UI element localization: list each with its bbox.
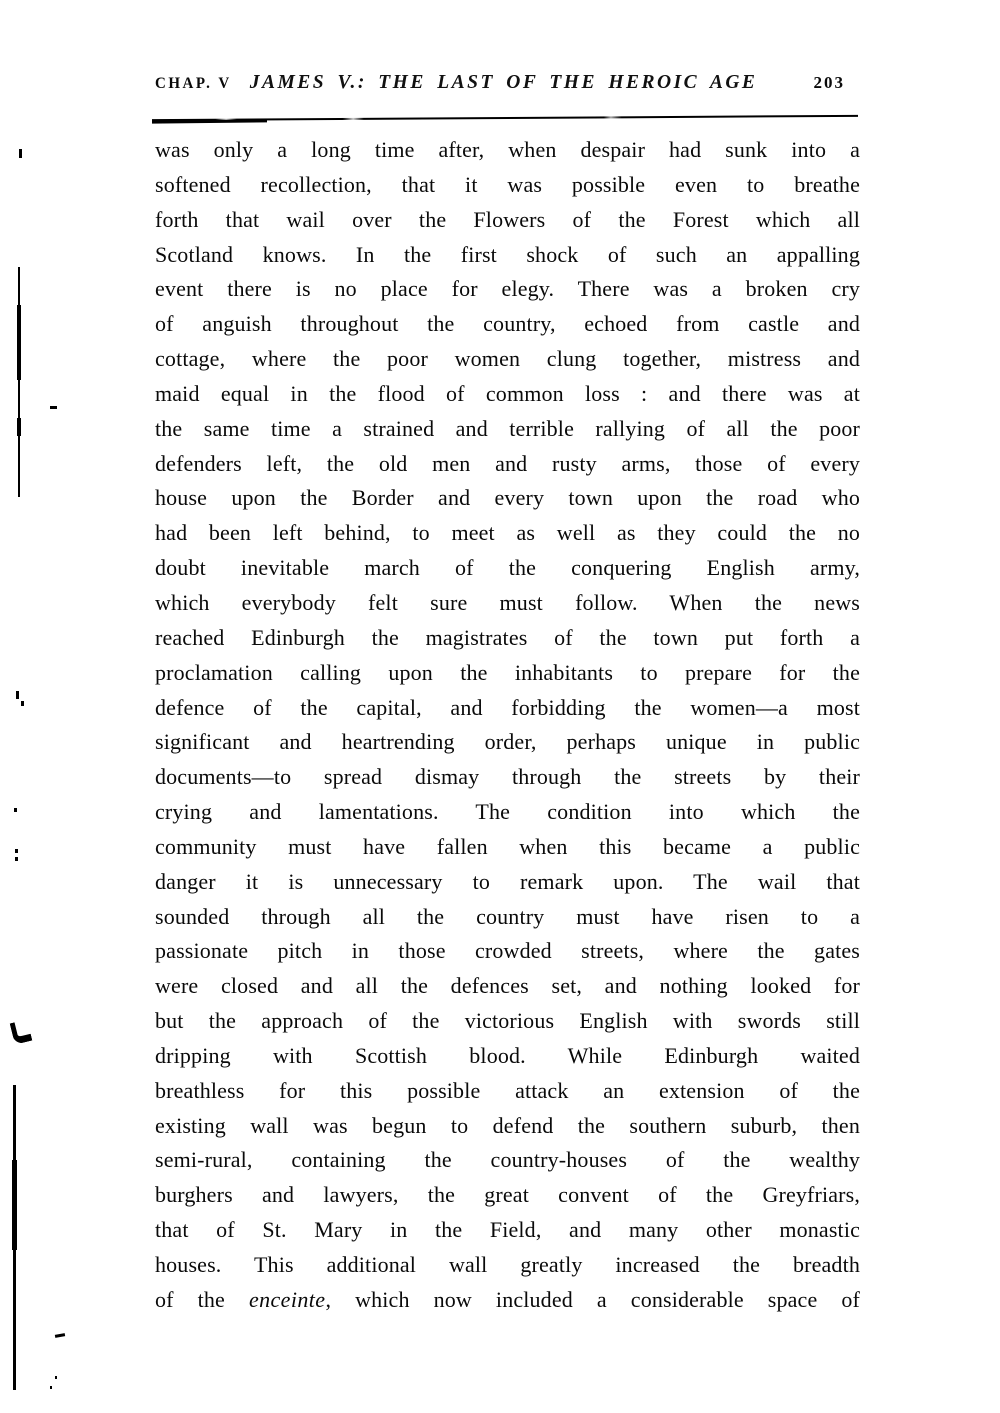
scan-artifact-tick-mid1 — [16, 691, 19, 699]
text-line: the same time a strained and terrible rallying of all the poor — [155, 415, 860, 441]
scan-artifact-curl — [55, 1333, 65, 1338]
text-line: burghers and lawyers, the great convent of the Greyfriars, — [155, 1182, 860, 1208]
running-title: JAMES V.: THE LAST OF THE HEROIC AGE — [249, 72, 758, 93]
scan-artifact-vline1-thick2 — [17, 418, 21, 436]
text-line: doubt inevitable march of the conquering English army, — [155, 555, 860, 581]
text-line: maid equal in the flood of common loss : and there was at — [155, 380, 860, 406]
text-line: of the enceinte, which now included a considerable space of — [155, 1286, 860, 1312]
text-line: dripping with Scottish blood. While Edinburgh waited — [155, 1042, 860, 1068]
text-line: softened recollection, that it was possible even to breathe — [155, 171, 860, 197]
scan-artifact-vline1-thick — [17, 305, 21, 380]
scan-artifact-dot2 — [55, 1376, 57, 1379]
scan-artifact-dot3 — [50, 1386, 52, 1389]
text-line: of anguish throughout the country, echoed from castle and — [155, 311, 860, 337]
text-line: sounded through all the country must have risen to a — [155, 903, 860, 929]
text-line: Scotland knows. In the first shock of such an appalling — [155, 241, 860, 267]
scan-artifact-colon-top — [15, 849, 18, 853]
scan-artifact-dash — [50, 406, 57, 409]
text-line: that of St. Mary in the Field, and many other monastic — [155, 1217, 860, 1243]
text-line: breathless for this possible attack an extension of the — [155, 1077, 860, 1103]
text-line: proclamation calling upon the inhabitants to prepare for the — [155, 659, 860, 685]
text-line: danger it is unnecessary to remark upon. The wail that — [155, 868, 860, 894]
scan-artifact-vline1 — [18, 267, 20, 497]
text-line: defenders left, the old men and rusty arms, those of every — [155, 450, 860, 476]
text-line: had been left behind, to meet as well as they could the no — [155, 520, 860, 546]
text-line: but the approach of the victorious English with swords still — [155, 1008, 860, 1034]
text-line: crying and lamentations. The condition into which the — [155, 799, 860, 825]
scan-artifact-dot1 — [14, 808, 17, 812]
text-line: houses. This additional wall greatly increased the breadth — [155, 1252, 860, 1277]
scan-artifact-vline2-thick — [12, 1160, 17, 1250]
scan-artifact-tick-top — [19, 149, 22, 158]
text-line: house upon the Border and every town upon the road who — [155, 485, 860, 511]
text-line: cottage, where the poor women clung together, mistress and — [155, 346, 860, 372]
text-line: forth that wail over the Flowers of the Forest which all — [155, 206, 860, 232]
text-line: were closed and all the defences set, and nothing looked for — [155, 973, 860, 999]
text-line: defence of the capital, and forbidding the women—a most — [155, 694, 860, 720]
page-body — [155, 133, 860, 1318]
scan-artifact-colon-bottom — [15, 857, 18, 861]
text-line: which everybody felt sure must follow. When the news — [155, 589, 860, 615]
scan-artifact-tick-mid2 — [21, 701, 24, 706]
text-line: significant and heartrending order, perhaps unique in public — [155, 729, 860, 755]
text-line: reached Edinburgh the magistrates of the town put forth a — [155, 624, 860, 650]
text-line: documents—to spread dismay through the streets by their — [155, 764, 860, 790]
scan-artifact-hook — [10, 1019, 33, 1045]
text-line: event there is no place for elegy. There was a broken cry — [155, 276, 860, 302]
text-line: was only a long time after, when despair had sunk into a — [155, 137, 860, 162]
page-number: 203 — [813, 73, 845, 92]
text-line: passionate pitch in those crowded streets, where the gates — [155, 938, 860, 964]
running-header — [155, 72, 845, 94]
text-line: semi-rural, containing the country-houses of the wealthy — [155, 1147, 860, 1173]
header-rule-heavy-segment — [152, 119, 267, 123]
chapter-label: CHAP. V — [155, 75, 232, 93]
text-line: existing wall was begun to defend the southern suburb, then — [155, 1112, 860, 1138]
text-line: community must have fallen when this became a public — [155, 833, 860, 859]
